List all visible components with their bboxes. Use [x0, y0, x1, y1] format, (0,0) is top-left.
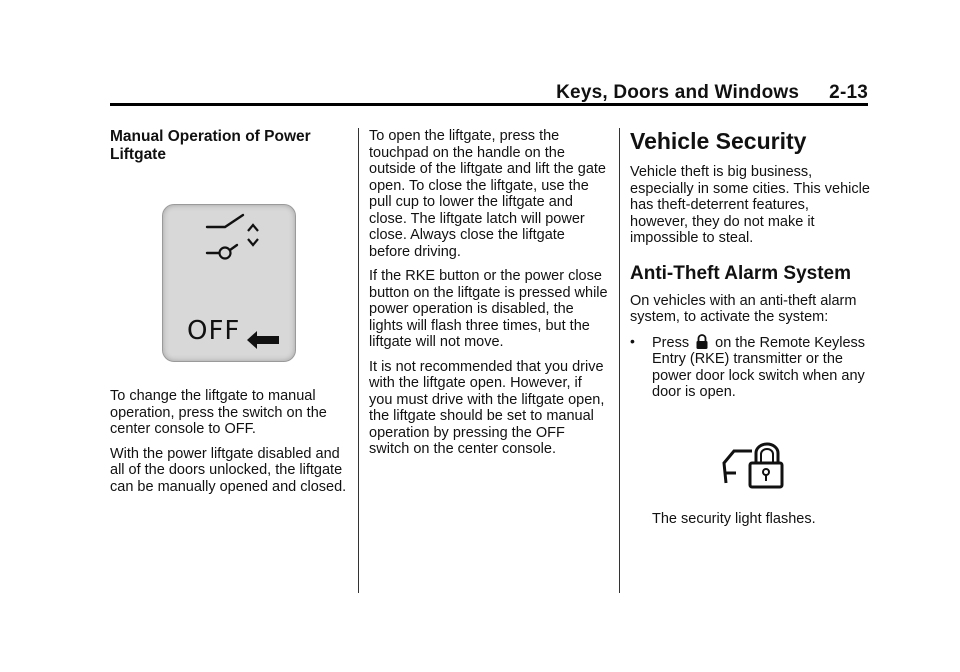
vehicle-security-heading: Vehicle Security — [630, 128, 807, 154]
column-2 — [369, 128, 609, 466]
switch-off-label: OFF — [187, 316, 241, 346]
bullet-press-text: Press — [652, 334, 690, 351]
manual-operation-heading: Manual Operation of Power Liftgate — [110, 128, 311, 163]
running-header — [108, 82, 868, 104]
security-light-icon — [720, 441, 784, 491]
col2-paragraph-1: To open the liftgate, press the touchpad on the handle on the outside of the liftgate and lift the gate open. To close the liftgate, use the pull cup to lower the liftgate and close. The liftgate latch will power close. Always close the liftgate before driving. — [369, 128, 606, 260]
col3-paragraph-2: On vehicles with an anti-theft alarm system, to activate the system: — [630, 292, 857, 325]
col1-paragraph-1: To change the liftgate to manual operation, press the switch on the center console to OFF. — [110, 388, 327, 437]
header-rule — [110, 103, 868, 106]
bullet-rest-text: on the Remote Keyless Entry (RKE) transmitter or the power door lock switch when any door is open. — [652, 334, 866, 400]
col1-paragraph-2: With the power liftgate disabled and all of the doors unlocked, the liftgate can be manually opened and closed. — [110, 445, 347, 495]
bullet-dot: • — [630, 332, 635, 349]
column-3 — [630, 128, 870, 536]
liftgate-symbol-icon — [163, 205, 295, 315]
column-divider-2 — [619, 128, 620, 593]
anti-theft-heading: Anti-Theft Alarm System — [630, 262, 851, 284]
security-light-caption: The security light flashes. — [652, 511, 816, 527]
header-section-title: Keys, Doors and Windows — [556, 82, 800, 103]
col2-paragraph-3: It is not recommended that you drive with the liftgate open. However, if you must drive with the liftgate open, the liftgate should be set to manual operation by pressing the OFF switch on the center console. — [369, 358, 605, 457]
col2-paragraph-2: If the RKE button or the power close button on the liftgate is pressed while power operation is disabled, the lights will flash three times, but the liftgate will not move. — [369, 268, 608, 350]
column-1 — [110, 128, 350, 503]
bullet-item — [630, 334, 870, 401]
column-divider-1 — [358, 128, 359, 593]
arrow-left-icon — [243, 325, 283, 355]
col3-paragraph-1: Vehicle theft is big business, especially in some cities. This vehicle has theft-deterrent features, however, they do not make it impossible to steal. — [630, 164, 870, 246]
liftgate-switch-icon — [162, 204, 296, 362]
header-page-number: 2-13 — [829, 82, 868, 103]
lock-icon — [695, 334, 709, 350]
